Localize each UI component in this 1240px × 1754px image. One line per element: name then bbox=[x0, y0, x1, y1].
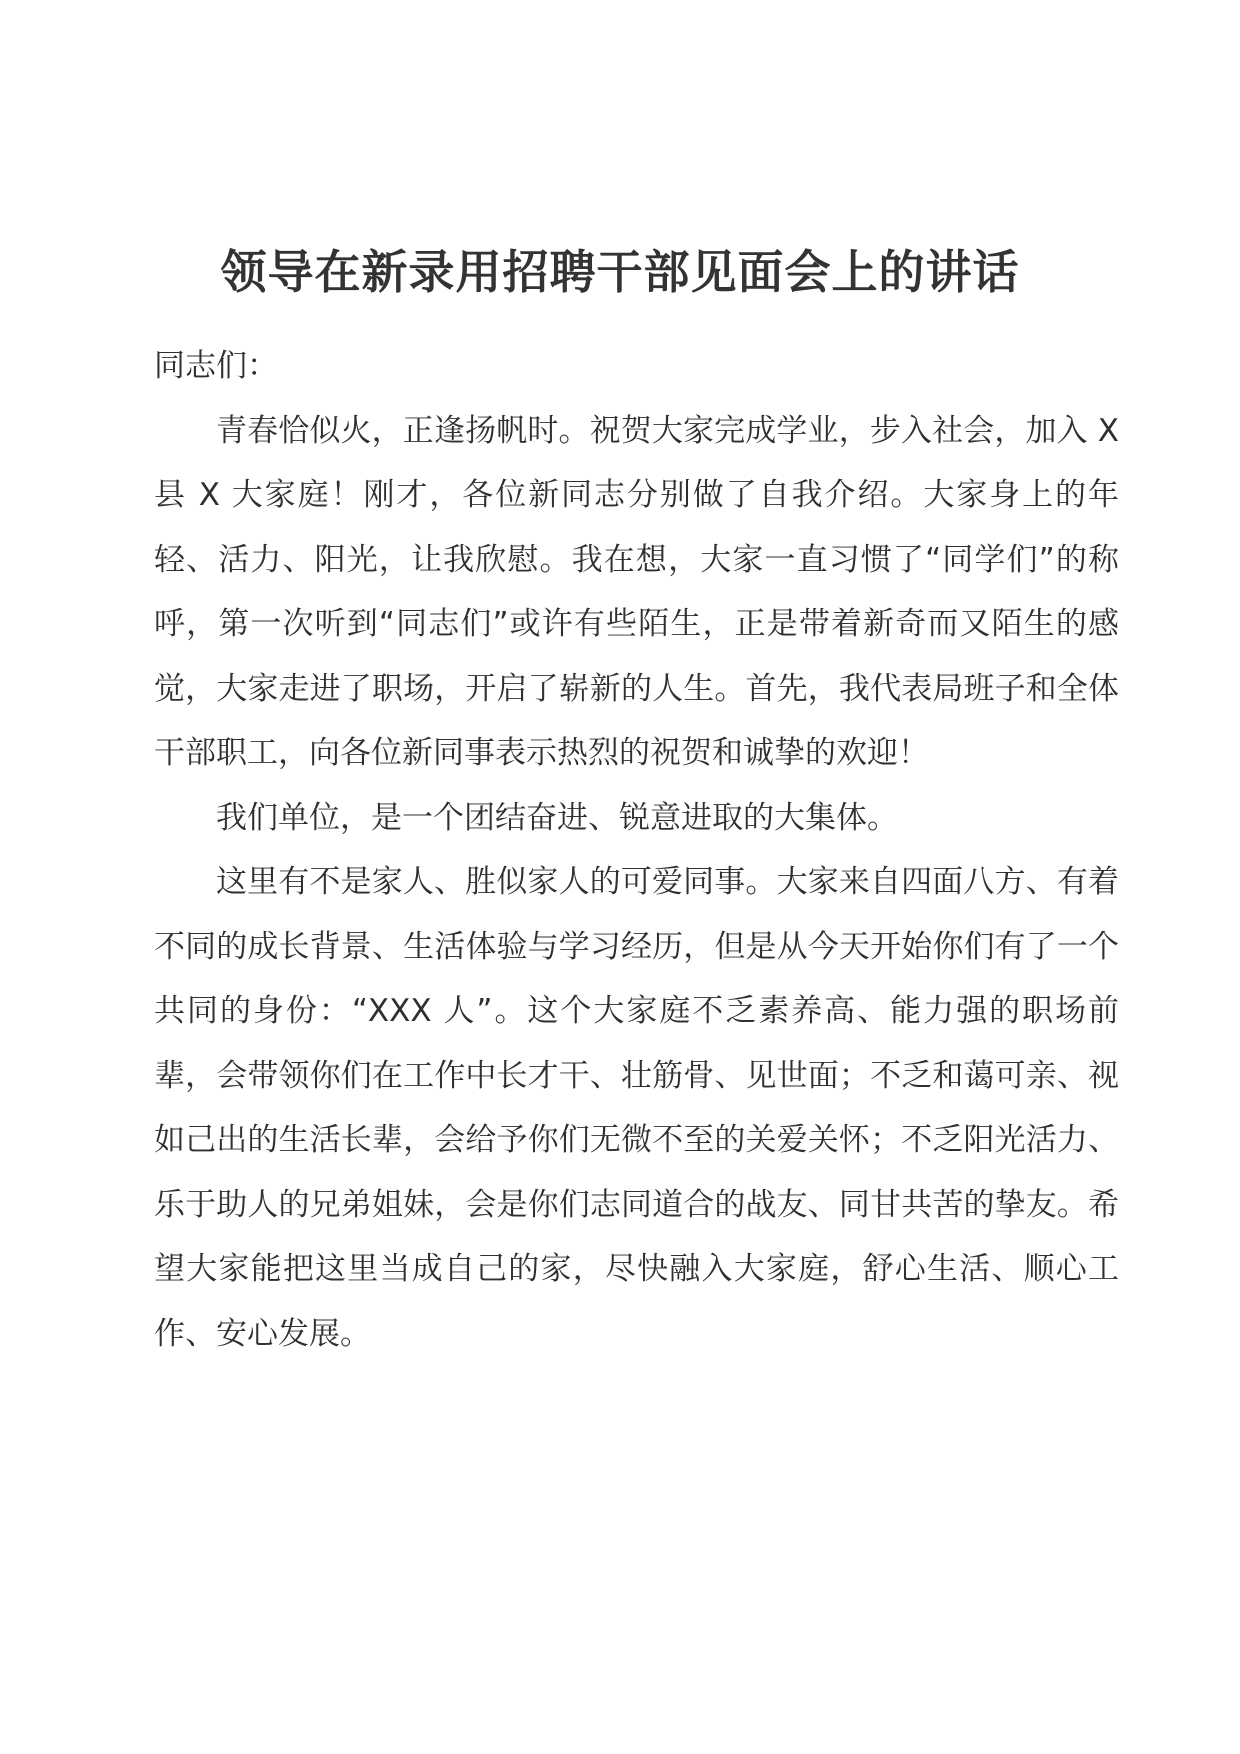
salutation: 同志们： bbox=[154, 348, 278, 384]
paragraph-unit-intro: 我们单位，是一个团结奋进、锐意进取的大集体。 bbox=[216, 799, 898, 836]
paragraph-welcome: 青春恰似火，正逢扬帆时。祝贺大家完成学业，步入社会，加入 X 县 X 大家庭！刚才，各位新同志分别做了自我介绍。大家身上的年轻、活力、阳光，让我欣慰。我在想，大家一直习惯了“同学们”的称呼，第一次听到“同志们”或许有些陌生，正是带着新奇而又陌生的感觉，大家走进了职场，开启了崭新的人生。首先，我代表局班子和全体干部职工，向各位新同事表示热烈的祝贺和诚挚的欢迎！ bbox=[154, 412, 1119, 771]
paragraph-colleagues: 这里有不是家人、胜似家人的可爱同事。大家来自四面八方、有着不同的成长背景、生活体验与学习经历，但是从今天开始你们有了一个共同的身份：“XXX 人”。这个大家庭不乏素养高、能力强的职场前辈，会带领你们在工作中长才干、壮筋骨、见世面；不乏和蔼可亲、视如己出的生活长辈，会给予你们无微不至的关爱关怀；不乏阳光活力、乐于助人的兄弟姐妹，会是你们志同道合的战友、同甘共苦的挚友。希望大家能把这里当成自己的家，尽快融入大家庭，舒心生活、顺心工作、安心发展。 bbox=[154, 864, 1119, 1352]
document-body bbox=[154, 334, 1119, 1366]
document-title: 领导在新录用招聘干部见面会上的讲话 bbox=[220, 245, 1020, 299]
